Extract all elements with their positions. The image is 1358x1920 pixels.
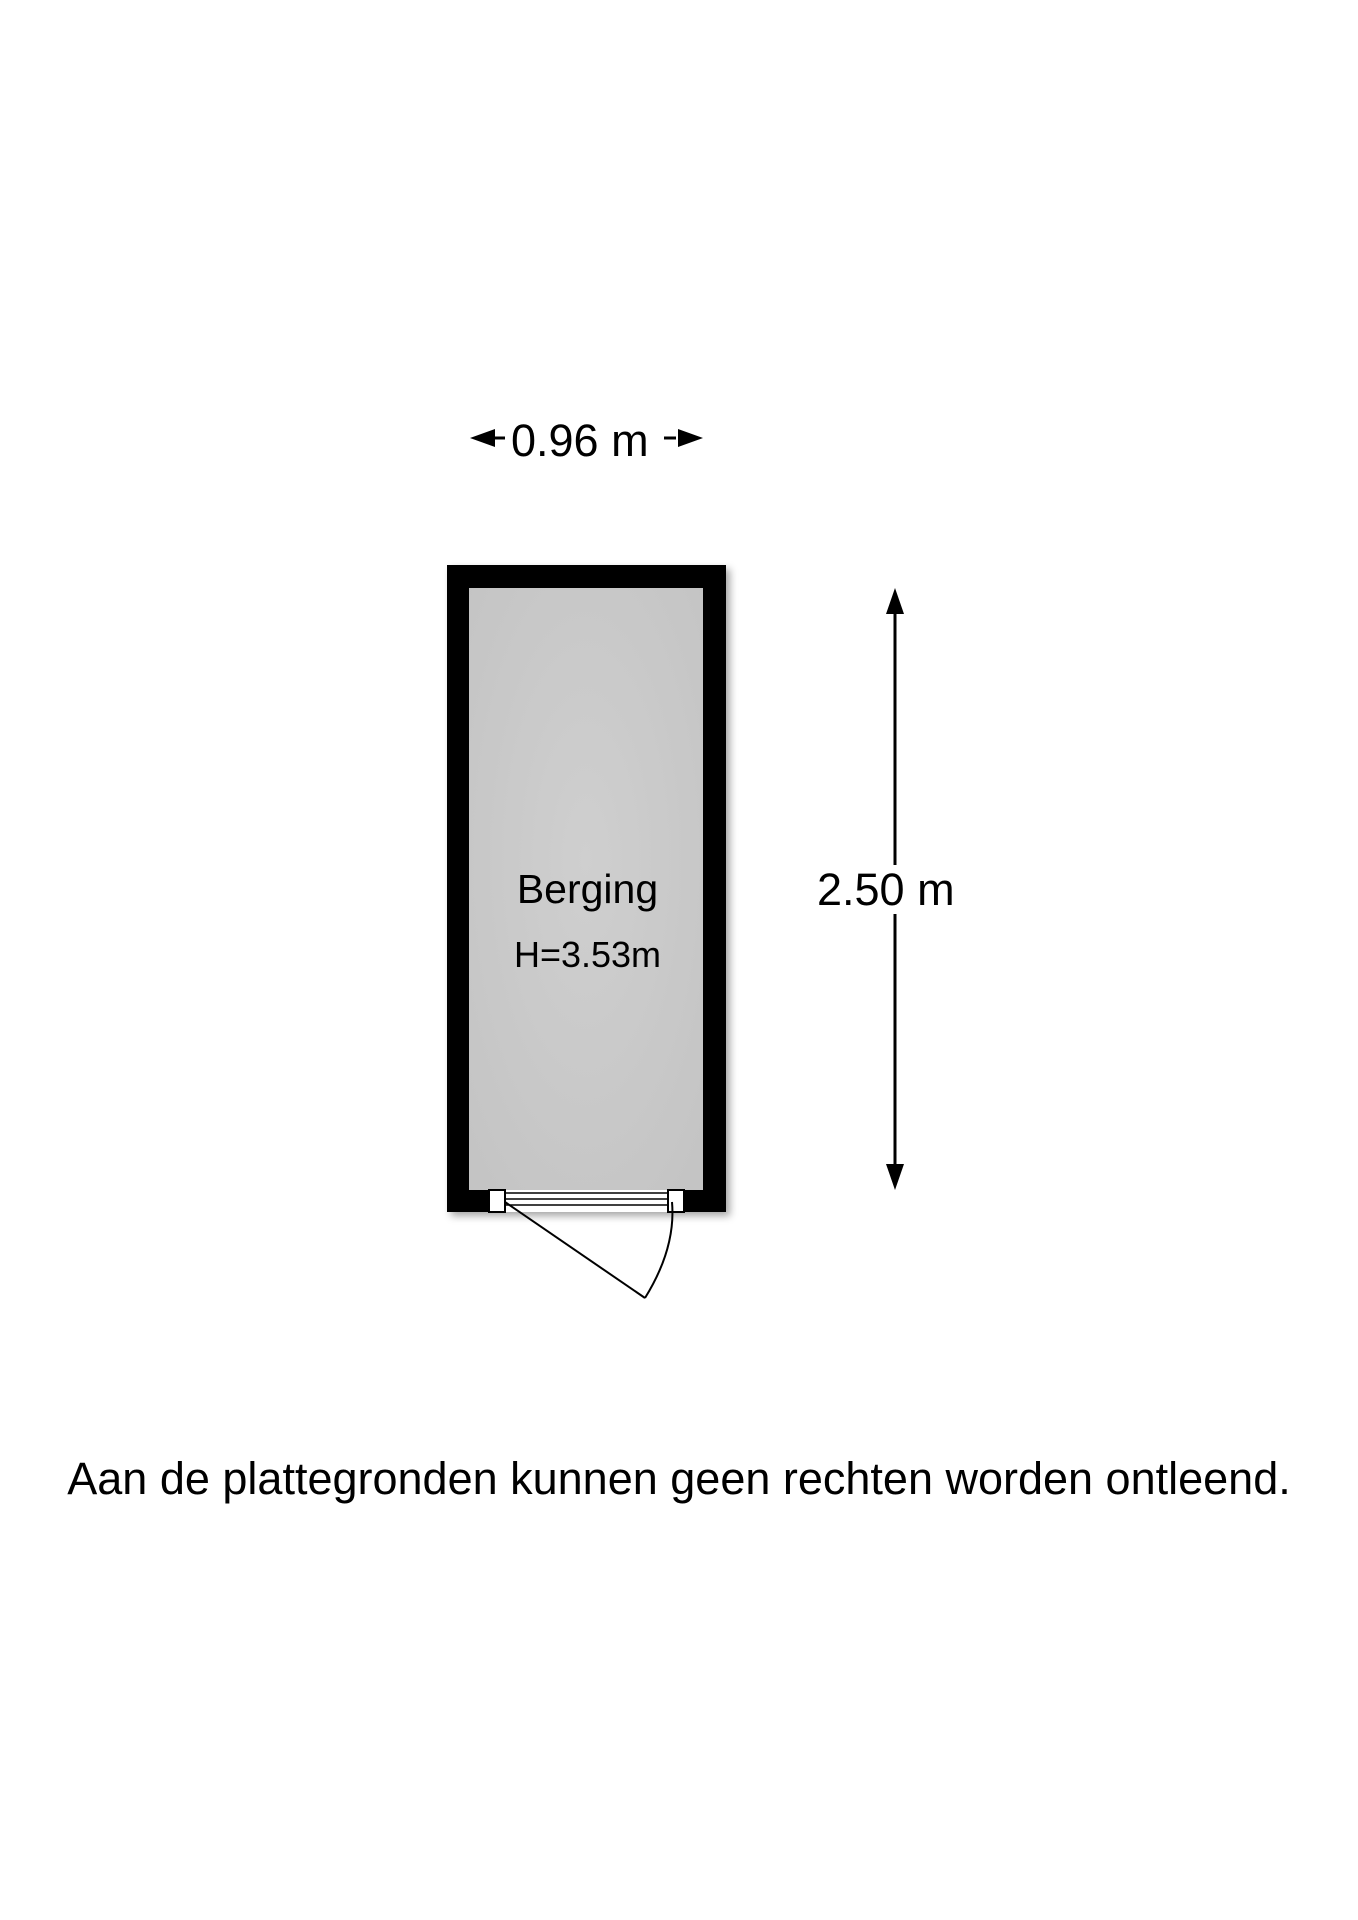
room-height-label: H=3.53m bbox=[513, 934, 662, 975]
arrow-right-icon bbox=[678, 429, 703, 447]
disclaimer-text: Aan de plattegronden kunnen geen rechten worden ontleend. bbox=[67, 1453, 1291, 1504]
arrow-up-icon bbox=[886, 588, 904, 614]
width-dimension-label: 0.96 m bbox=[511, 415, 649, 466]
door-swing-arc bbox=[645, 1202, 672, 1298]
length-dimension-label: 2.50 m bbox=[817, 864, 955, 915]
room-name-label: Berging bbox=[516, 866, 659, 912]
door bbox=[489, 1190, 684, 1298]
arrow-left-icon bbox=[470, 429, 495, 447]
arrow-down-icon bbox=[886, 1164, 904, 1190]
door-leaf bbox=[505, 1202, 645, 1298]
